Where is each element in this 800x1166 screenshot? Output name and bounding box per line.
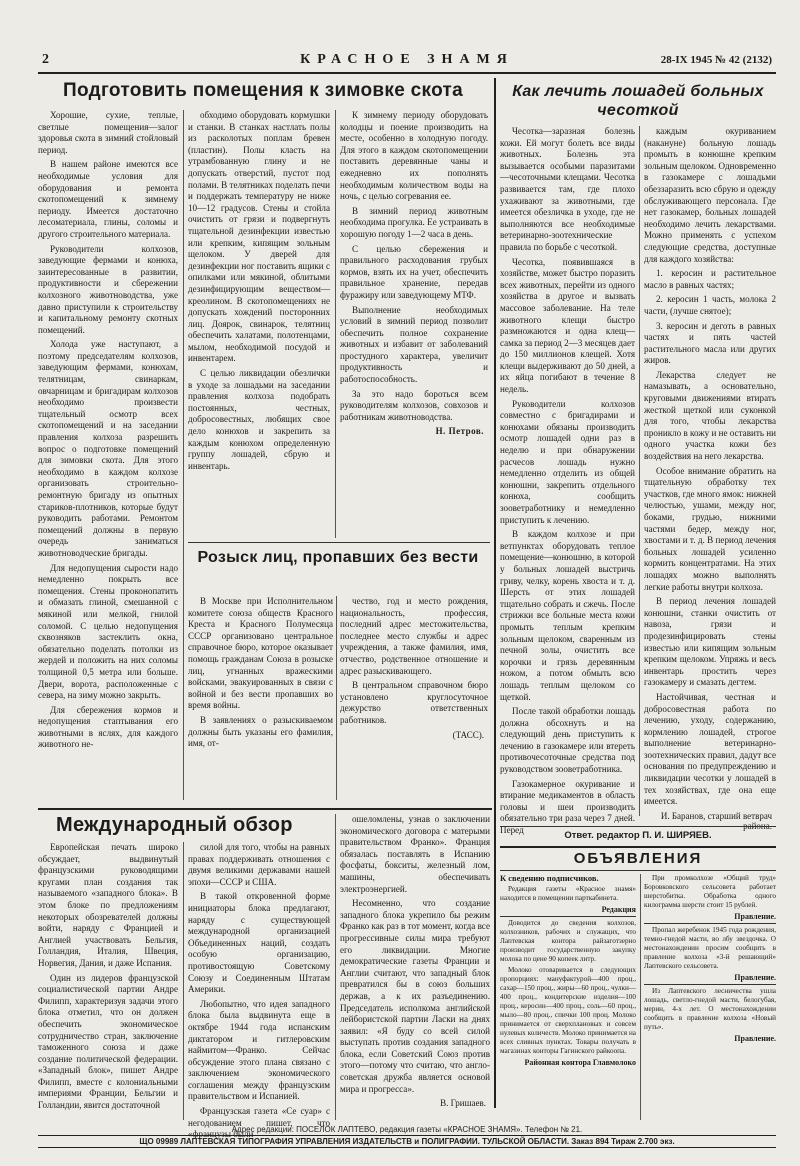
newspaper-page <box>38 48 776 1148</box>
paragraph: Газокамерное окуривание и втирание медикаментов в область головы и шеи производить обязательно три раза через 7 дней. Перед <box>500 778 635 836</box>
paragraph: силой для того, чтобы на равных правах поддерживать отношения с двумя великими державами нашей эпохи—СССР и США. <box>188 842 330 887</box>
editor-line: Ответ. редактор П. И. ШИРЯЕВ. <box>564 830 712 841</box>
article-title: Подготовить помещения к зимовке скота <box>62 80 463 101</box>
ad-org: Правление. <box>734 973 776 982</box>
article-column <box>340 110 488 538</box>
paragraph: В центральном справочном бюро установлено круглосуточное дежурство ответственных работников. <box>340 680 488 725</box>
ads-column <box>644 874 776 1120</box>
column-rule <box>183 842 184 1120</box>
ad-title: К сведению подписчиков. <box>500 873 599 883</box>
paragraph: Французская газета «Се суар» с негодованием пишет, что «французы были <box>188 1106 330 1140</box>
paragraph: Для сбережения кормов и недопущения стаптывания его животными в яслях, для каждого животного не- <box>38 704 178 750</box>
article-column <box>340 814 490 1120</box>
section-rule <box>494 78 496 1108</box>
column-rule <box>335 110 336 538</box>
paragraph: 2. керосин 1 часть, молока 2 части, (лучше снятое); <box>644 294 776 316</box>
paragraph: Чесотка, появившаяся в хозяйстве, может быстро поразить всех животных, перейти из одного хозяйства в другое и вызвать массовое заболевание. На теле животного клещи быстро размножаются и одна клещ—самка за период 2—3 месяцев дает до 150 миллионов клещей. Хотя клещи выдерживают до 50 дней, а их яйца погибают в течение 8 недель. <box>500 256 635 395</box>
paragraph: В Москве при Исполнительном комитете союза обществ Красного Креста и Красного Полумесяца СССР организовано центральное справочное бюро, которое оказывает помощь гражданам Союза в розыске лиц, угнанных вражескими войсками, эвакуированных в связи с войной и без вести пропавших во время войны. <box>188 596 333 711</box>
ad-text: Из Лаптевского лесничества ушла лошадь, светло-гнедой масти, белогубая, мерин, 4-х лет. О местонахождении сообщить в правление колхоза «Новый путь». <box>644 987 776 1031</box>
article-column <box>38 110 178 800</box>
ad-text: Редакция газеты «Красное знамя» находится в помещении парткабинета. <box>500 885 636 902</box>
paragraph: Руководители колхозов, заведующие фермами и конюха, заинтересованные в развитии, продуктивности и сбережении колхозного животноводства, уже давно приступили к строительству и капитальному ремонту скотных помещений. <box>38 243 178 335</box>
paragraph: В заявлениях о разыскиваемом должны быть указаны его фамилия, имя, от- <box>188 714 333 749</box>
section-rule <box>500 846 776 848</box>
paragraph: Особое внимание обратить на тщательную обработку тех участков, где много ямок: нижней челюстью, ушами, между ног, боками, грудью, нижними частями бедер, между ног, хвостами и т. д. В период лечения больных лошадей усиленно кормить концентратами. На этих лошадях можно выполнять легкие работы внутри колхоза. <box>644 465 776 592</box>
section-rule <box>500 870 776 871</box>
paragraph: После такой обработки лошадь должна обсохнуть и на следующий день приступить к лечению в газокамере или втереть противочесоточные средства под руководством зооветработника. <box>500 706 635 775</box>
paragraph: каждым окуриванием (накануне) больную лошадь промыть в конюшне крепким зольным щелоком. Одновременно в газокамере с лошадьми обеззаразить всю сбрую и одежду обслуживающего персонала. Где нет газокамер, больных лошадей необходимо лечить лекарствами. Можно применять с успехом следующие средства, доступные для каждого хозяйства: <box>644 126 776 264</box>
paragraph: Настойчивая, честная и добросовестная работа по лечению, уходу, содержанию, кормлению лошадей, строгое выполнение ветеринарно-зоотехнических правил, дадут все основания по предупреждению и ликвидации чесотки у лошадей в тех хозяйствах, где она еще имеется. <box>644 691 776 807</box>
paragraph: За это надо бороться всем руководителям колхозов, совхозов и работникам животноводства. <box>340 388 488 422</box>
column-rule <box>639 126 640 816</box>
paragraph: Выполнение необходимых условий в зимний период позволит обеспечить полное сохранение животных и избавит от заболеваний простудного характера, увеличит продуктивность и работоспособность. <box>340 304 488 385</box>
section-rule <box>38 808 492 810</box>
paragraph: чество, год и место рождения, национальность, профессия, последний адрес местожительства, последнее место службы и адрес учреждения, а также фамилия, имя, отчество, родственное отношение и адрес разыскивающего. <box>340 596 488 676</box>
printer-imprint: ЩО 09989 ЛАПТЕВСКАЯ ТИПОГРАФИЯ УПРАВЛЕНИЯ ИЗДАТЕЛЬСТВ и ПОЛИГРАФИИ. ТУЛЬСКОЙ ОБЛАСТИ. Заказ 894 Тираж 2.700 экз. <box>38 1135 776 1148</box>
paragraph: К зимнему периоду оборудовать колодцы и поение производить на месте, особенно в холодную погоду. Для этого в каждом скотопомещении поставить деревянные чаны и ежедневно их пополнять необходимым количеством воды на ночь, с целью согревания ее. <box>340 110 488 202</box>
paragraph: В нашем районе имеются все необходимые условия для оборудования и ремонта скотопомещений к зимнему периоду. Имеется достаточно лесоматериала, глины, соломы и другого строительного материала. <box>38 159 178 239</box>
paragraph: С целью сбережения и правильного расходования грубых кормов, взять их на учет, обеспечить правильное хранение, передав фуражиру или заведующему МТФ. <box>340 243 488 300</box>
article-column <box>188 842 330 1140</box>
column-rule <box>336 596 337 800</box>
paragraph: ошеломлены, узнав о заключении экономического договора с матерыми правительством Франко». Франция обязалась поставлять в Испанию фосфаты, бокситы, железный лом, машины, обеспечивать электроэнергией. <box>340 814 490 894</box>
column-rule <box>640 874 641 1120</box>
editorial-address: Адрес редакции: ПОСЕЛОК ЛАПТЕВО, редакция газеты «КРАСНОЕ ЗНАМЯ». Телефон № 21. <box>231 1125 583 1134</box>
paragraph: 1. керосин и растительное масло в равных частях; <box>644 268 776 290</box>
paragraph: Любопытно, что идея западного блока была выдвинута еще в октябре 1944 года испанским диктатором и гитлеровским наймитом—Франко. Сейчас обсуждение этого плана связано с заключением экономического соглашения между французским правительством и Испанией. <box>188 998 330 1102</box>
ad-text: Пропал жеребенок 1945 года рождения, темно-гнедой масти, во лбу звездочка. О местонахождении просим сообщить в правление колхоза «3-й решающий» Лаптевского сельсовета. <box>644 926 776 970</box>
article-title: Международный обзор <box>56 814 293 836</box>
paragraph: 3. керосин и деготь в равных частях и пять частей растительного масла или других жиров. <box>644 320 776 366</box>
ad-org: Правление. <box>734 1034 776 1043</box>
section-rule <box>500 826 776 827</box>
ad-divider <box>644 923 776 924</box>
paragraph: Хорошие, сухие, теплые, светлые помещения—залог здоровья скота в зимний стойловый период. <box>38 110 178 155</box>
ad-text: Доводится до сведения колхозов, колхозников, рабочих и служащих, что Лаптевская контора райзаготзерно производит государственную закупку молока по цене 90 копеек литр. <box>500 919 636 963</box>
ad-text: При промколхозе «Общий труд» Боровковского сельсовета работает шерстобитка. Обработка одного килограмма шерсти стоит 15 рублей. <box>644 874 776 909</box>
ads-column <box>500 874 636 1120</box>
ad-org: Редакция <box>601 905 636 914</box>
paragraph: Европейская печать широко обсуждает, выдвинутый французскими руководящими кругами план создания так называемого «западного блока». В этом блоке по предложениям некоторых обозревателей должны войти, наряду с Францией и Англией участвовать Бельгия, Голландия, Италия, Швеция, Норвегия, Дания, и даже Испания. <box>38 842 178 968</box>
page-number: 2 <box>42 52 49 67</box>
masthead: КРАСНОЕ ЗНАМЯ <box>300 52 514 67</box>
paragraph: В такой откровенной форме инициаторы блока предлагают, наряду с существующей международной организацией Объединенных наций, создать особую организацию, противостоящую Советскому Союзу и Соединенным Штатам Америки. <box>188 891 330 995</box>
column-rule <box>183 110 184 800</box>
article-column <box>340 596 488 800</box>
page-header <box>38 48 776 74</box>
ad-org: Районная контора Главмолоко <box>524 1058 636 1067</box>
article-column <box>644 126 776 831</box>
article-column <box>38 842 178 1120</box>
paragraph: обходимо оборудовать кормушки и станки. В станках настлать полы из расколотых поплам бревен (пластин). Полы класть на утрамбованную глину и не допускать отверстий, пустот под полами. В телятниках поделать печи и поддержать температуру не ниже 10—12 градусов. Стены и стойла очистить от грязи и подвергнуть тщательной дезинфекции известью или крепким, кипящим зольным щелоком. У дверей для дезинфекции ног поставить ящики с опилками или мякиной, облитыми дезинфицирующим веществом—креолином. В скотопомещениях не допускать хождений посторонних лиц. Доярок, свинарок, телятниц обеспечить халатами, полотенцами, мылом, необходимой посудой и инвентарем. <box>188 110 330 364</box>
paragraph: С целью ликвидации обезлички в уходе за лошадьми на заседании правления колхоза подобрать постоянных, честных, добросовестных, любящих свое дело конюхов и закрепить за каждым конюхом определенную группу лошадей, сбрую и инвентарь. <box>188 368 330 471</box>
ads-title: ОБЪЯВЛЕНИЯ <box>573 850 703 867</box>
issue-date: 28-IX 1945 № 42 (2132) <box>660 54 772 66</box>
article-title: Розыск лиц, пропавших без вести <box>197 549 479 566</box>
article-title: Как лечить лошадей больных чесоткой <box>512 83 764 119</box>
paragraph: Руководители колхозов совместно с бригадирами и конюхами обязаны производить осмотр лошадей одни раз в неделю и при обнаружении расчесов лошадь нужно немедленно отделить из общей конюшни, закрепить отдельного конюха, сообщить зооветработнику и немедленно приступить к лечению. <box>500 398 635 525</box>
paragraph: В зимний период животным необходима прогулка. Ее устраивать в хорошую погоду 1—2 часа в день. <box>340 205 488 239</box>
ad-text: Молоко отоваривается в следующих пропорциях: мануфактурой—400 проц., сахар—150 проц., жиры—60 проц., чулки—400 проц., кондитерские изделия—100 проц., керосин—400 проц., соль—60 проц., мыло—80 проц., спички 100 проц. Молоко принимается от сверхплановых и совсем нулевых количеств. Молоко принимается на всех сливных пунктах. Товары получать в магазинах конторы Гагинского райкоопа. <box>500 966 636 1055</box>
paragraph: В период лечения лошадей конюшни, станки очистить от навоза, грязи и продезинфицировать стены известью или кипящим зольным крепким щелоком. Упряжь и весь инвентарь простить через газокамеру и смазать дегтем. <box>644 596 776 688</box>
paragraph: Чесотка—заразная болезнь кожи. Ей могут болеть все виды животных. Болезнь эта вызывается особыми паразитами—чесоточными клещами. Чесотка развивается там, где плохо ухаживают за животными, где имеется обезличка в уходе, где не выполняются все необходимые ветеринарно-зоотехнические правила по борьбе с чесоткой. <box>500 126 635 252</box>
paragraph: Холода уже наступают, а поэтому председателям колхозов, заведующим фермами, конюхам, телятницам, свинаркам, овчарницам и бригадирам колхозов необходимо произвести тщательный осмотр всех скотопомещений и на заседании правления колхоза разрешить вопрос о подготовке помещений для зимовки скота. Для этого необходимо в каждом колхозе организовать строительно-ремонтную бригаду из опытных стариков-плотников, которые будут руководить работами. Ремонтом помещений должны в первую очередь заниматься животноводческие бригады. <box>38 339 178 558</box>
article-column <box>188 110 330 538</box>
section-rule <box>188 542 490 543</box>
article-signature: И. Баранов, старший ветврач района. <box>660 810 772 831</box>
page-footer <box>38 1124 776 1148</box>
ad-org: Правление. <box>734 912 776 921</box>
paragraph: Несомненно, что создание западного блока укрепило бы режим Франко как раз в тот момент, когда все прогрессивные силы мира требуют его ликвидации. Многие демократические газеты Франции и Англии считают, что западный блок превратился бы в союз больших держав, а к их разъединению. Председатель исполкома английской лейбористской партии Ласки на днях заявил: «Я буду со всей силой выступать против создания западного блока, если Советский Союз против этого—потому что считаю, что англо-советская дружба является основой мира и прогресса». <box>340 898 490 1094</box>
article-signature: В. Гришаев. <box>440 1098 486 1109</box>
article-column <box>500 126 635 836</box>
article-signature: (ТАСС). <box>452 729 484 740</box>
paragraph: Один из лидеров французской социалистической партии Андре Филипп, характеризуя задачи этого блока отметил, что он должен обеспечить экономическое сотрудничество стран, заключение таможенного союза и даже создание политической федерации. «Западный блок», пишет Андре Филипп, вместе с колониальными империями Франции, Бельгии и Голландии, явится достаточной <box>38 972 178 1111</box>
column-rule <box>335 814 336 1120</box>
ad-divider <box>644 984 776 985</box>
ad-divider <box>500 916 636 917</box>
paragraph: Для недопущения сырости надо немедленно покрыть все помещения. Стены проконопатить и обмазать глиной, смешанной с мякиной или мелкой, гнилой соломой. С целью недопущения сквозняков застеклить окна, обязательно поделать потолки из жердей и положить на них соломы толщиной 0,5 метра или больше. Двери, ворота, расположенные с севера, на зиму можно закрыть. <box>38 562 178 701</box>
article-column <box>188 596 333 800</box>
paragraph: Лекарства следует не намазывать, а основательно, круговыми движениями втирать жесткой щеткой или суконкой для того, чтобы лекарства проникло в кожу и не оставить ни одного участка кожи без воздействия на него лекарства. <box>644 369 776 462</box>
article-signature: Н. Петров. <box>435 426 484 437</box>
paragraph: В каждом колхозе и при ветпунктах оборудовать теплое помещение—конюшню, в которой у больных лошадей выстричь гриву, челку, корень хвоста и т. д. Шерсть от этих лошадей тщательно собрать и сжечь. После стрижки все больные места кожи промыть теплым крепким зольным щелоком, сваренным из печной золы, очистить все корочки и грязь деревянным ножом, а потом обмыть всю лошадь теплым щелоком со щеткой. <box>500 529 635 702</box>
